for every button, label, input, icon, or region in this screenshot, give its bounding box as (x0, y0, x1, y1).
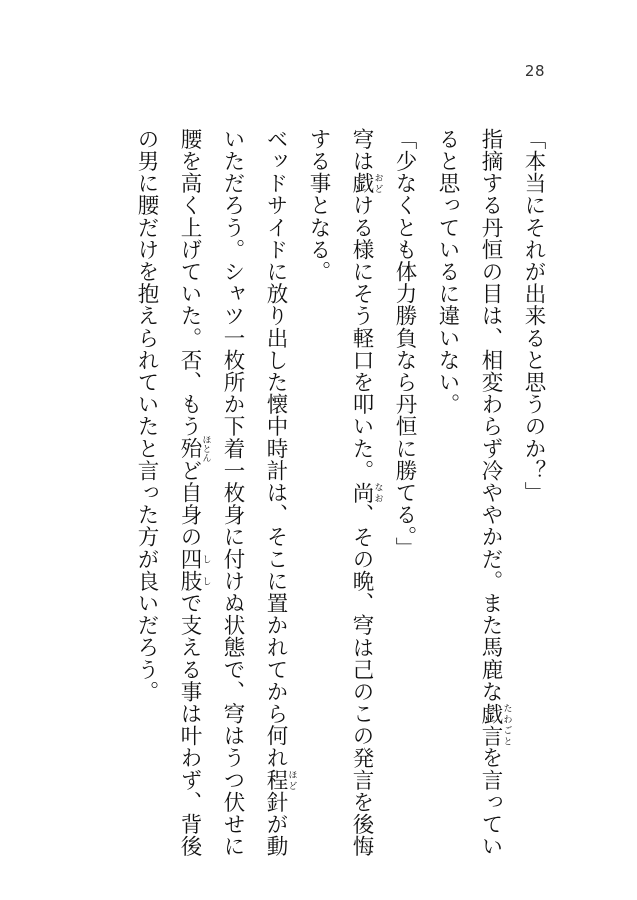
ruby-base: 程 (263, 768, 288, 792)
text-run: 指摘する丹恒の目は、相変わらず冷ややかだ。また馬鹿な (478, 128, 503, 703)
ruby-base: 戯言 (478, 702, 503, 747)
text-run: 「少なくとも体力勝負なら丹恒に勝てる。」 (392, 128, 417, 560)
furigana: おど (372, 172, 383, 195)
paragraph-dialogue-1 (512, 128, 555, 868)
text-run: で支える事は叶わず、背後の男に腰だけを抱えられていたと言った方が良いだろう。 (134, 128, 202, 858)
text-run: を言っていると思っているに違いない。 (435, 128, 503, 858)
furigana: ほど (286, 768, 297, 791)
ruby-base: 殆 (177, 434, 202, 462)
page-number: 28 (524, 62, 545, 80)
ruby-annotated-word (478, 702, 512, 747)
paragraph-narration-3 (125, 128, 297, 868)
text-run: ける様にそう軽口を叩いた。 (349, 194, 374, 482)
ruby-base: 四肢 (177, 547, 202, 593)
furigana: なお (372, 481, 383, 504)
furigana: しし (200, 547, 211, 593)
text-run: ど自身の (177, 459, 202, 548)
text-run: ベッドサイドに放り出した懐中時計は、そこに置かれてから何れ (263, 128, 288, 769)
ruby-annotated-word (177, 547, 211, 593)
text-run: 針が動いただろう。シャツ一枚所か下着一枚身に付けぬ状態で、穹はうつ伏せに腰を高く上げていた。否、もう (177, 128, 288, 858)
ruby-annotated-word (349, 481, 383, 504)
ruby-annotated-word (263, 768, 297, 792)
paragraph-narration-2 (297, 128, 383, 868)
ruby-base: 戯 (349, 172, 374, 195)
text-run: 「本当にそれが出来ると思うのか？」 (521, 128, 546, 504)
paragraph-dialogue-2 (383, 128, 426, 868)
body-text (125, 128, 555, 868)
ruby-base: 尚 (349, 481, 374, 504)
text-run: 、その晩、穹は己のこの発言を後悔する事となる。 (306, 128, 374, 858)
furigana: たわごと (501, 702, 512, 747)
furigana: ほとん (200, 434, 211, 462)
ruby-annotated-word (177, 434, 211, 462)
paragraph-narration-1 (426, 128, 512, 868)
text-run: 穹は (349, 128, 374, 173)
ruby-annotated-word (349, 172, 383, 195)
